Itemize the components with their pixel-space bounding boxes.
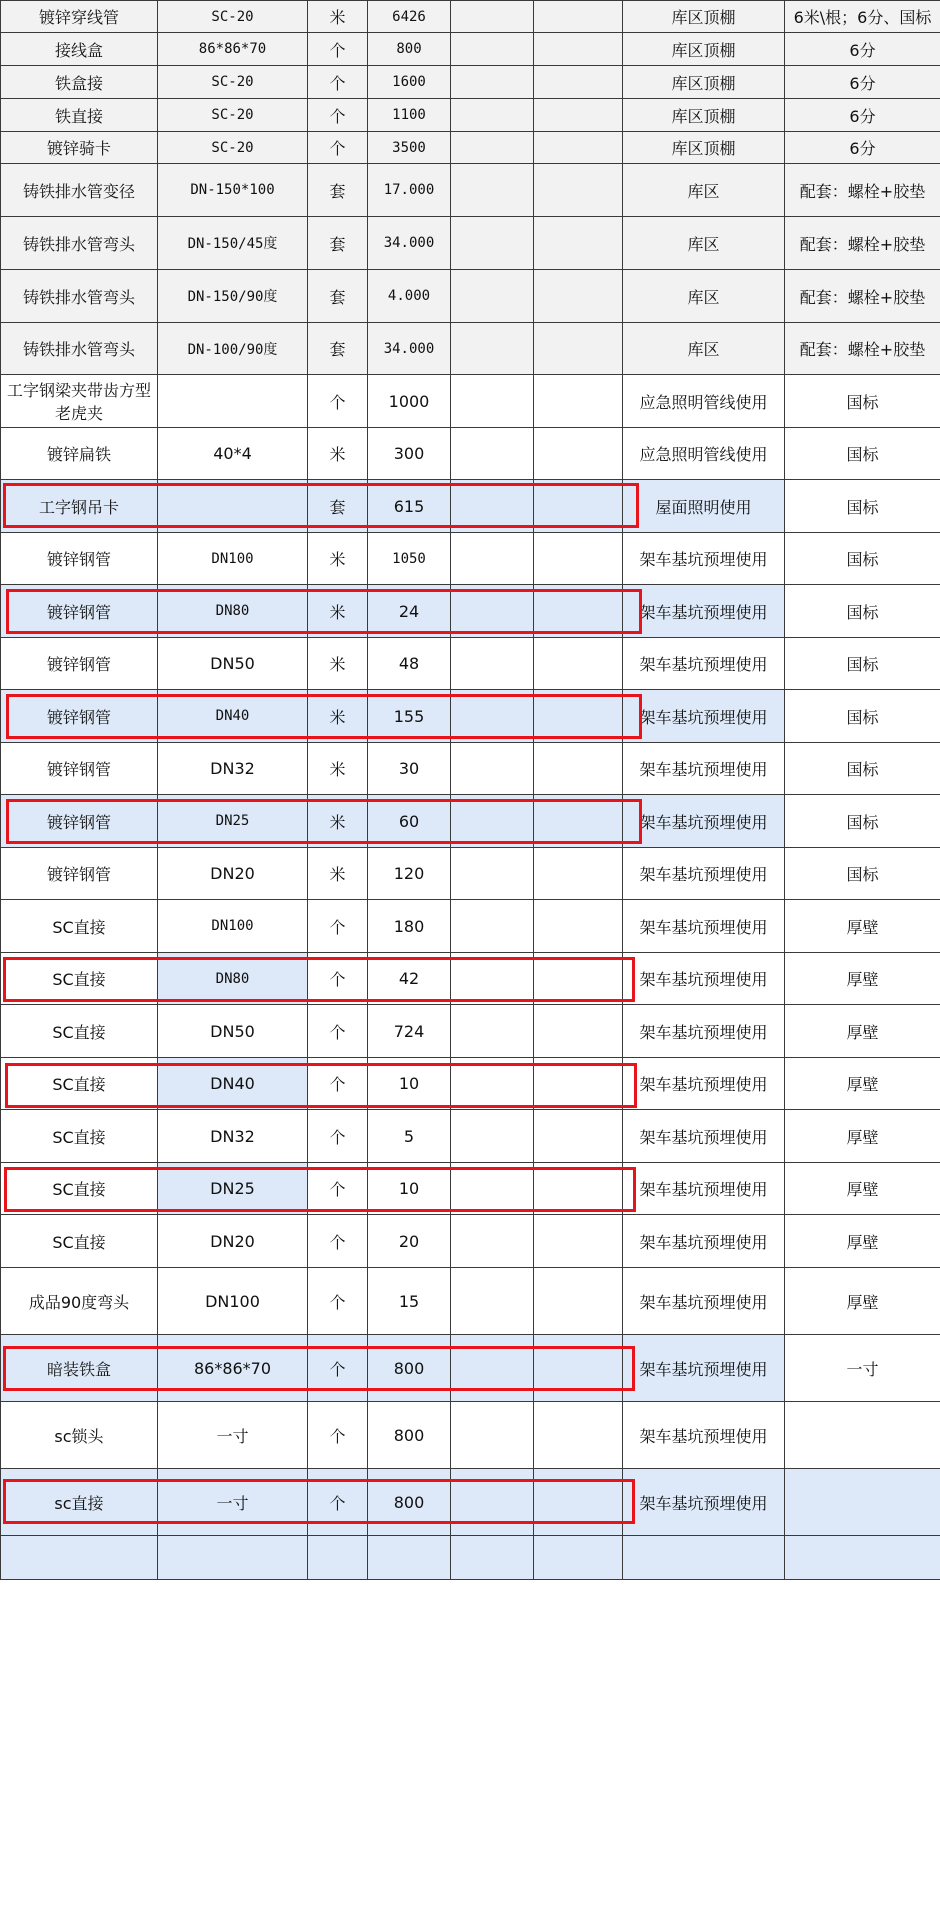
name-cell: 铸铁排水管弯头 [1,217,158,270]
unit-cell: 米 [308,690,368,743]
unit-cell: 个 [308,99,368,132]
spec-cell: 86*86*70 [158,33,308,66]
blank-cell-b [534,1402,623,1469]
note-cell: 厚壁 [785,1163,940,1215]
blank-cell-a [451,1536,534,1580]
table-row [1,1402,940,1469]
note-cell: 国标 [785,690,940,743]
blank-cell-a [451,1058,534,1110]
blank-cell-b [534,1335,623,1402]
note-cell: 6分 [785,99,940,132]
blank-cell-b [534,164,623,217]
usage-cell: 库区 [623,217,785,270]
note-cell: 国标 [785,428,940,480]
unit-cell: 套 [308,217,368,270]
blank-cell-a [451,1110,534,1163]
blank-cell-a [451,953,534,1005]
blank-cell-b [534,1215,623,1268]
usage-cell: 库区 [623,323,785,375]
spec-cell [158,1536,308,1580]
blank-cell-b [534,480,623,533]
qty-cell: 20 [368,1215,451,1268]
table-row [1,217,940,270]
name-cell: 镀锌钢管 [1,848,158,900]
blank-cell-b [534,900,623,953]
unit-cell: 套 [308,323,368,375]
blank-cell-b [534,638,623,690]
spec-cell: DN20 [158,848,308,900]
note-cell: 国标 [785,480,940,533]
blank-cell-b [534,1110,623,1163]
unit-cell: 套 [308,270,368,323]
unit-cell: 个 [308,900,368,953]
qty-cell: 15 [368,1268,451,1335]
blank-cell-a [451,33,534,66]
blank-cell-a [451,164,534,217]
note-cell: 国标 [785,533,940,585]
unit-cell: 米 [308,743,368,795]
note-cell: 配套：螺栓+胶垫 [785,164,940,217]
unit-cell: 米 [308,848,368,900]
blank-cell-b [534,533,623,585]
name-cell: 铸铁排水管弯头 [1,323,158,375]
name-cell: 铁直接 [1,99,158,132]
blank-cell-a [451,1215,534,1268]
note-cell: 厚壁 [785,953,940,1005]
spec-cell: SC-20 [158,99,308,132]
unit-cell: 个 [308,1215,368,1268]
blank-cell-b [534,1469,623,1536]
blank-cell-b [534,953,623,1005]
blank-cell-a [451,690,534,743]
qty-cell: 800 [368,1402,451,1469]
note-cell: 国标 [785,743,940,795]
name-cell: 暗装铁盒 [1,1335,158,1402]
blank-cell-a [451,795,534,848]
spec-cell: DN40 [158,1058,308,1110]
table-row [1,66,940,99]
qty-cell: 5 [368,1110,451,1163]
blank-cell-a [451,1005,534,1058]
note-cell: 配套：螺栓+胶垫 [785,270,940,323]
unit-cell: 个 [308,66,368,99]
usage-cell: 架车基坑预埋使用 [623,1058,785,1110]
blank-cell-b [534,1005,623,1058]
usage-cell: 架车基坑预埋使用 [623,1215,785,1268]
note-cell [785,1536,940,1580]
name-cell: 镀锌钢管 [1,690,158,743]
table-row [1,848,940,900]
qty-cell: 1100 [368,99,451,132]
spec-cell: 40*4 [158,428,308,480]
qty-cell: 120 [368,848,451,900]
note-cell: 厚壁 [785,1005,940,1058]
spec-cell: DN100 [158,900,308,953]
qty-cell: 34.000 [368,323,451,375]
note-cell: 6分 [785,132,940,164]
unit-cell: 个 [308,1163,368,1215]
qty-cell: 10 [368,1058,451,1110]
usage-cell: 架车基坑预埋使用 [623,1469,785,1536]
qty-cell: 3500 [368,132,451,164]
note-cell: 国标 [785,638,940,690]
note-cell: 厚壁 [785,1215,940,1268]
table-row [1,480,940,533]
blank-cell-b [534,743,623,795]
unit-cell: 个 [308,1058,368,1110]
qty-cell: 1000 [368,375,451,428]
blank-cell-a [451,1,534,33]
qty-cell: 42 [368,953,451,1005]
name-cell: 工字钢吊卡 [1,480,158,533]
qty-cell: 6426 [368,1,451,33]
table-row [1,1058,940,1110]
qty-cell: 180 [368,900,451,953]
table-row [1,164,940,217]
name-cell: 镀锌钢管 [1,638,158,690]
usage-cell: 架车基坑预埋使用 [623,690,785,743]
table-row [1,1005,940,1058]
usage-cell: 架车基坑预埋使用 [623,638,785,690]
name-cell: SC直接 [1,1163,158,1215]
table-row [1,99,940,132]
name-cell: 铸铁排水管变径 [1,164,158,217]
blank-cell-a [451,323,534,375]
usage-cell: 架车基坑预埋使用 [623,900,785,953]
unit-cell: 米 [308,585,368,638]
name-cell: 镀锌骑卡 [1,132,158,164]
name-cell: SC直接 [1,1058,158,1110]
spec-cell: 一寸 [158,1402,308,1469]
unit-cell: 个 [308,1005,368,1058]
usage-cell: 架车基坑预埋使用 [623,585,785,638]
blank-cell-b [534,1163,623,1215]
spec-cell: DN32 [158,1110,308,1163]
table-row [1,1110,940,1163]
usage-cell: 架车基坑预埋使用 [623,533,785,585]
name-cell [1,1536,158,1580]
name-cell: SC直接 [1,900,158,953]
usage-cell: 架车基坑预埋使用 [623,1005,785,1058]
blank-cell-b [534,690,623,743]
usage-cell: 屋面照明使用 [623,480,785,533]
qty-cell: 24 [368,585,451,638]
qty-cell: 30 [368,743,451,795]
usage-cell: 架车基坑预埋使用 [623,848,785,900]
blank-cell-a [451,848,534,900]
qty-cell: 1600 [368,66,451,99]
name-cell: 镀锌钢管 [1,743,158,795]
table-row [1,132,940,164]
spec-cell: DN-100/90度 [158,323,308,375]
qty-cell: 300 [368,428,451,480]
blank-cell-b [534,1536,623,1580]
qty-cell: 1050 [368,533,451,585]
unit-cell: 个 [308,1268,368,1335]
unit-cell: 米 [308,638,368,690]
table-row [1,33,940,66]
usage-cell: 库区 [623,270,785,323]
spec-cell [158,480,308,533]
note-cell [785,1402,940,1469]
usage-cell: 库区顶棚 [623,33,785,66]
name-cell: 接线盒 [1,33,158,66]
note-cell: 厚壁 [785,1268,940,1335]
usage-cell: 架车基坑预埋使用 [623,1268,785,1335]
spec-cell: DN80 [158,585,308,638]
name-cell: 铸铁排水管弯头 [1,270,158,323]
blank-cell-b [534,323,623,375]
note-cell: 国标 [785,848,940,900]
spec-cell: DN20 [158,1215,308,1268]
qty-cell: 155 [368,690,451,743]
usage-cell: 架车基坑预埋使用 [623,743,785,795]
spec-cell: DN40 [158,690,308,743]
name-cell: 镀锌钢管 [1,795,158,848]
table-row [1,953,940,1005]
unit-cell [308,1536,368,1580]
unit-cell: 个 [308,375,368,428]
blank-cell-a [451,375,534,428]
table-row [1,638,940,690]
note-cell: 配套：螺栓+胶垫 [785,217,940,270]
blank-cell-a [451,66,534,99]
table-row [1,690,940,743]
unit-cell: 米 [308,533,368,585]
unit-cell: 个 [308,1335,368,1402]
blank-cell-a [451,900,534,953]
blank-cell-b [534,132,623,164]
table-row [1,585,940,638]
note-cell: 厚壁 [785,1110,940,1163]
usage-cell: 架车基坑预埋使用 [623,795,785,848]
usage-cell: 架车基坑预埋使用 [623,1402,785,1469]
qty-cell: 48 [368,638,451,690]
blank-cell-b [534,848,623,900]
name-cell: 镀锌扁铁 [1,428,158,480]
name-cell: 镀锌穿线管 [1,1,158,33]
unit-cell: 个 [308,1402,368,1469]
blank-cell-a [451,1268,534,1335]
note-cell: 6分 [785,66,940,99]
table-row [1,1,940,33]
blank-cell-a [451,1469,534,1536]
unit-cell: 套 [308,164,368,217]
table-row [1,1215,940,1268]
blank-cell-a [451,638,534,690]
qty-cell: 10 [368,1163,451,1215]
name-cell: SC直接 [1,1005,158,1058]
table-row [1,743,940,795]
note-cell: 一寸 [785,1335,940,1402]
table-row [1,323,940,375]
note-cell: 国标 [785,795,940,848]
unit-cell: 个 [308,953,368,1005]
blank-cell-a [451,480,534,533]
qty-cell: 60 [368,795,451,848]
blank-cell-a [451,428,534,480]
qty-cell: 800 [368,33,451,66]
note-cell: 配套：螺栓+胶垫 [785,323,940,375]
usage-cell [623,1536,785,1580]
usage-cell: 库区 [623,164,785,217]
note-cell: 6米\根；6分、国标 [785,1,940,33]
blank-cell-b [534,1,623,33]
blank-cell-b [534,270,623,323]
blank-cell-a [451,585,534,638]
table-row [1,533,940,585]
table-row [1,795,940,848]
unit-cell: 米 [308,1,368,33]
name-cell: SC直接 [1,1215,158,1268]
qty-cell: 615 [368,480,451,533]
blank-cell-b [534,99,623,132]
spec-cell: DN25 [158,795,308,848]
usage-cell: 架车基坑预埋使用 [623,1163,785,1215]
unit-cell: 个 [308,33,368,66]
name-cell: sc锁头 [1,1402,158,1469]
table-row [1,1268,940,1335]
qty-cell: 800 [368,1335,451,1402]
blank-cell-b [534,1268,623,1335]
spec-cell: DN32 [158,743,308,795]
spec-cell: DN100 [158,533,308,585]
table-row [1,270,940,323]
qty-cell: 34.000 [368,217,451,270]
blank-cell-a [451,99,534,132]
unit-cell: 米 [308,428,368,480]
table-row [1,900,940,953]
table-row [1,1536,940,1580]
blank-cell-a [451,743,534,795]
name-cell: 铁盒接 [1,66,158,99]
unit-cell: 米 [308,795,368,848]
name-cell: 镀锌钢管 [1,585,158,638]
note-cell [785,1469,940,1536]
spec-cell: DN-150*100 [158,164,308,217]
spec-cell: SC-20 [158,1,308,33]
spec-cell: 86*86*70 [158,1335,308,1402]
qty-cell [368,1536,451,1580]
usage-cell: 库区顶棚 [623,132,785,164]
table-row [1,428,940,480]
blank-cell-b [534,795,623,848]
spec-cell: DN-150/45度 [158,217,308,270]
blank-cell-b [534,33,623,66]
blank-cell-b [534,585,623,638]
note-cell: 国标 [785,585,940,638]
usage-cell: 架车基坑预埋使用 [623,1335,785,1402]
unit-cell: 个 [308,1110,368,1163]
blank-cell-a [451,132,534,164]
spec-cell [158,375,308,428]
blank-cell-a [451,533,534,585]
table-row [1,1469,940,1536]
spec-cell: SC-20 [158,66,308,99]
spec-cell: 一寸 [158,1469,308,1536]
qty-cell: 724 [368,1005,451,1058]
blank-cell-a [451,217,534,270]
blank-cell-a [451,270,534,323]
spec-cell: DN50 [158,1005,308,1058]
qty-cell: 17.000 [368,164,451,217]
blank-cell-b [534,217,623,270]
qty-cell: 800 [368,1469,451,1536]
usage-cell: 架车基坑预埋使用 [623,953,785,1005]
name-cell: SC直接 [1,953,158,1005]
name-cell: 镀锌钢管 [1,533,158,585]
name-cell: 工字钢梁夹带齿方型老虎夹 [1,375,158,428]
blank-cell-b [534,66,623,99]
spec-cell: DN100 [158,1268,308,1335]
spec-cell: DN80 [158,953,308,1005]
table-row [1,1335,940,1402]
unit-cell: 套 [308,480,368,533]
blank-cell-b [534,1058,623,1110]
note-cell: 国标 [785,375,940,428]
unit-cell: 个 [308,132,368,164]
blank-cell-a [451,1402,534,1469]
note-cell: 6分 [785,33,940,66]
usage-cell: 应急照明管线使用 [623,375,785,428]
name-cell: SC直接 [1,1110,158,1163]
table-row [1,375,940,428]
spec-cell: DN-150/90度 [158,270,308,323]
name-cell: sc直接 [1,1469,158,1536]
usage-cell: 应急照明管线使用 [623,428,785,480]
note-cell: 厚壁 [785,1058,940,1110]
usage-cell: 架车基坑预埋使用 [623,1110,785,1163]
spec-cell: DN25 [158,1163,308,1215]
name-cell: 成品90度弯头 [1,1268,158,1335]
usage-cell: 库区顶棚 [623,66,785,99]
blank-cell-b [534,375,623,428]
note-cell: 厚壁 [785,900,940,953]
spec-cell: SC-20 [158,132,308,164]
blank-cell-a [451,1163,534,1215]
blank-cell-b [534,428,623,480]
unit-cell: 个 [308,1469,368,1536]
blank-cell-a [451,1335,534,1402]
qty-cell: 4.000 [368,270,451,323]
usage-cell: 库区顶棚 [623,99,785,132]
usage-cell: 库区顶棚 [623,1,785,33]
spec-cell: DN50 [158,638,308,690]
table-row [1,1163,940,1215]
